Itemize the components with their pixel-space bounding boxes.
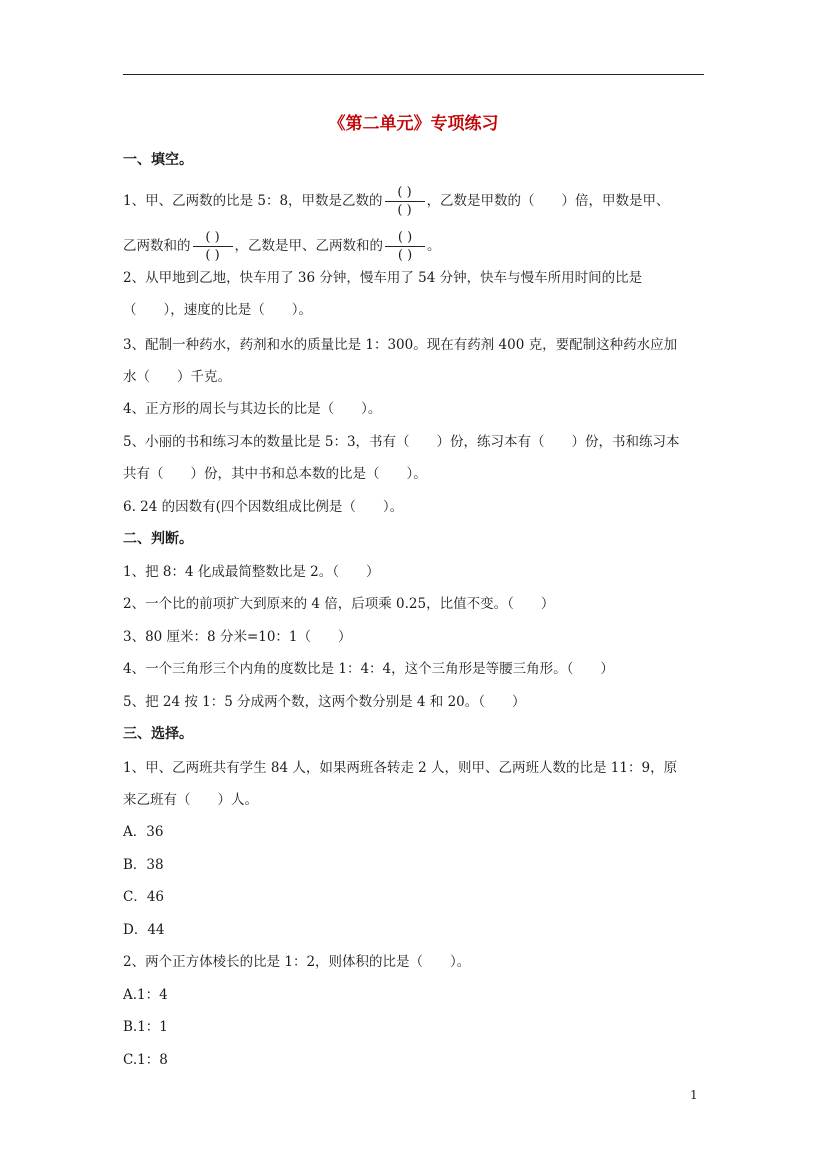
fill-q1-text-e: 。 — [427, 238, 441, 254]
fill-q1-text-c: 乙两数和的 — [123, 238, 191, 254]
fill-q5-line2: 共有（ ）份，其中书和总本数的比是（ ）。 — [123, 466, 427, 482]
choice-q2-option-a: A.1：4 — [123, 987, 168, 1003]
choice-q1-line2: 来乙班有（ ）人。 — [123, 792, 258, 808]
fraction-denominator: ( ) — [397, 248, 413, 263]
fill-q1-line1 — [123, 185, 670, 218]
fraction-numerator: ( ) — [205, 230, 220, 245]
fill-q1-line2 — [123, 230, 441, 263]
fraction-blank — [385, 230, 425, 263]
section-judge-heading: 二、判断。 — [123, 531, 193, 547]
fill-q3-line1: 3、配制一种药水，药剂和水的质量比是 1：300。现在有药剂 400 克，要配制这种药水应加 — [123, 337, 678, 353]
fill-q1-text-a: 1、甲、乙两数的比是 5：8，甲数是乙数的 — [123, 193, 383, 209]
section-fill-heading: 一、填空。 — [123, 152, 193, 168]
judge-q1: 1、把 8：4 化成最简整数比是 2。（ ） — [123, 564, 380, 580]
choice-q2-option-b: B.1：1 — [123, 1019, 168, 1035]
fraction-numerator: ( ) — [397, 185, 412, 200]
header-rule — [123, 74, 704, 75]
choice-q1-option-c: C．46 — [123, 889, 165, 905]
judge-q5: 5、把 24 按 1：5 分成两个数，这两个数分别是 4 和 20。（ ） — [123, 694, 526, 710]
choice-q1-option-d: D．44 — [123, 922, 165, 938]
fill-q5-line1: 5、小丽的书和练习本的数量比是 5：3，书有（ ）份，练习本有（ ）份，书和练习本 — [123, 434, 680, 450]
fill-q4: 4、正方形的周长与其边长的比是（ ）。 — [123, 401, 382, 417]
fraction-numerator: ( ) — [397, 230, 413, 245]
fill-q1-text-d: ，乙数是甲、乙两数和的 — [234, 238, 383, 254]
fill-q1-text-b: ，乙数是甲数的（ ）倍，甲数是甲、 — [426, 193, 670, 209]
fraction-bar — [385, 201, 425, 202]
fraction-bar — [385, 246, 425, 247]
fill-q2-line1: 2、从甲地到乙地，快车用了 36 分钟，慢车用了 54 分钟，快车与慢车所用时间的比是 — [123, 270, 643, 286]
fraction-bar — [193, 246, 233, 247]
choice-q1-option-a: A．36 — [123, 824, 164, 840]
choice-q1-line1: 1、甲、乙两班共有学生 84 人，如果两班各转走 2 人，则甲、乙两班人数的比是 11：9，原 — [123, 760, 678, 776]
judge-q4: 4、一个三角形三个内角的度数比是 1：4：4，这个三角形是等腰三角形。（ ） — [123, 661, 614, 677]
page-title: 《第二单元》专项练习 — [328, 114, 499, 134]
fill-q6: 6. 24 的因数有(四个因数组成比例是（ ）。 — [123, 499, 404, 515]
choice-q1-option-b: B．38 — [123, 857, 164, 873]
choice-q2: 2、两个正方体棱长的比是 1：2，则体积的比是（ ）。 — [123, 954, 471, 970]
fraction-denominator: ( ) — [205, 248, 220, 263]
choice-q2-option-c: C.1：8 — [123, 1052, 168, 1068]
judge-q3: 3、80 厘米：8 分米=10：1（ ） — [123, 629, 352, 645]
fraction-blank — [193, 230, 233, 263]
fill-q2-line2: （ ），速度的比是（ ）。 — [123, 302, 312, 318]
section-choice-heading: 三、选择。 — [123, 726, 193, 742]
fraction-denominator: ( ) — [397, 203, 412, 218]
fill-q3-line2: 水（ ）千克。 — [123, 369, 231, 385]
page-number: 1 — [690, 1088, 698, 1102]
judge-q2: 2、一个比的前项扩大到原来的 4 倍，后项乘 0.25，比值不变。（ ） — [123, 596, 555, 612]
fraction-blank — [385, 185, 425, 218]
